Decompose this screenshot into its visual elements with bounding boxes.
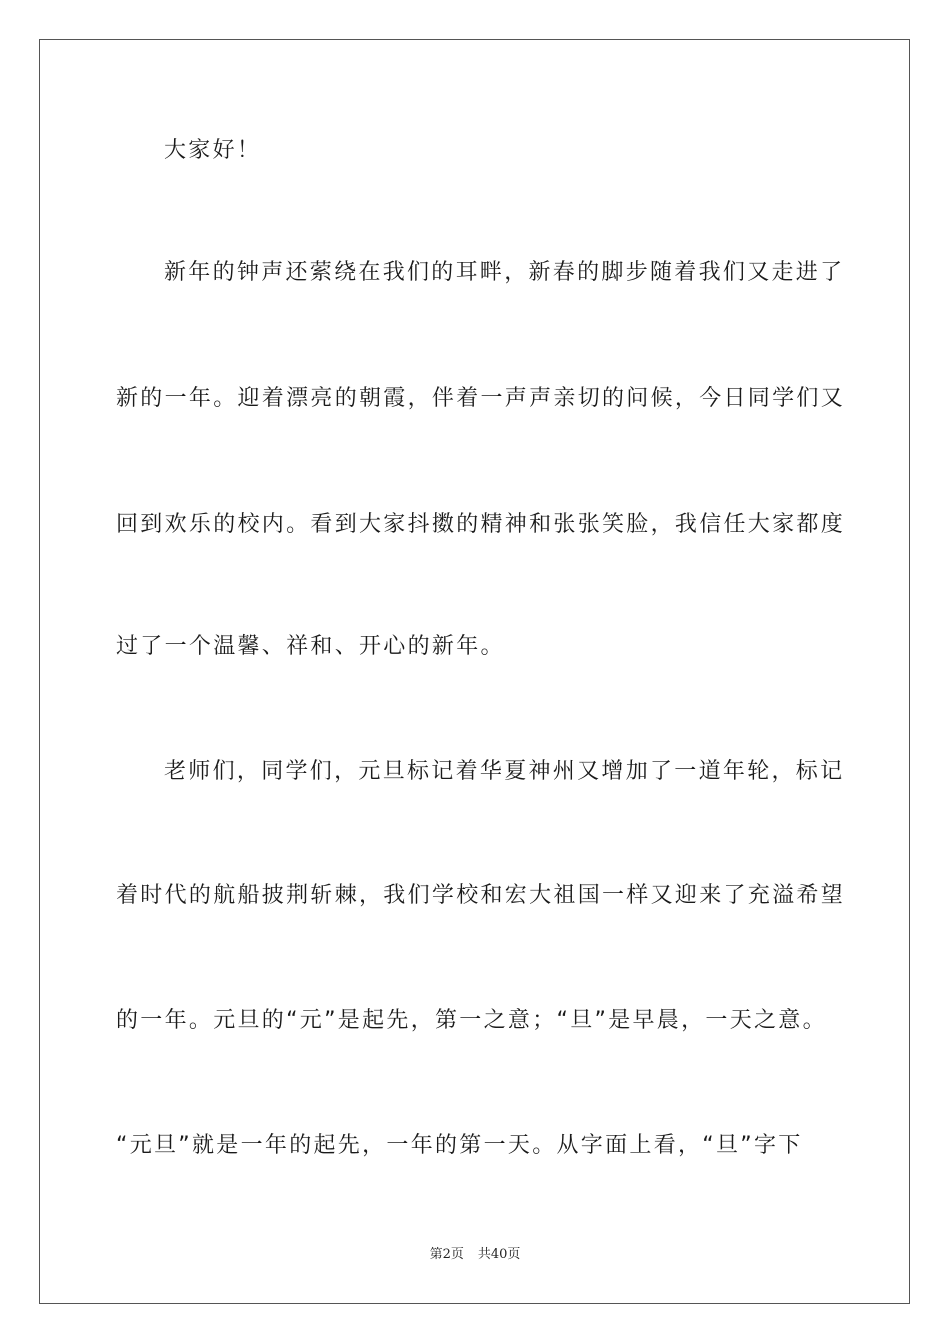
paragraph-line: 过了一个温馨、祥和、开心的新年。 [116, 634, 505, 659]
page-total: 共40页 [477, 1247, 521, 1262]
paragraph-line: 着时代的航船披荆斩棘，我们学校和宏大祖国一样又迎来了充溢希望 [116, 883, 846, 908]
paragraph-line: 老师们，同学们，元旦标记着华夏神州又增加了一道年轮，标记 [164, 759, 845, 784]
paragraph-line: 回到欢乐的校内。看到大家抖擞的精神和张张笑脸，我信任大家都度 [116, 512, 846, 537]
paragraph-line: “元旦”就是一年的起先，一年的第一天。从字面上看，“旦”字下 [116, 1133, 803, 1158]
paragraph-line: 新年的钟声还萦绕在我们的耳畔，新春的脚步随着我们又走进了 [164, 260, 845, 285]
page-footer [0, 1246, 950, 1264]
greeting-line: 大家好！ [164, 138, 262, 163]
paragraph-line: 新的一年。迎着漂亮的朝霞，伴着一声声亲切的问候，今日同学们又 [116, 386, 846, 411]
paragraph-line: 的一年。元旦的“元”是起先，第一之意；“旦”是早晨，一天之意。 [116, 1008, 827, 1033]
page-number: 第2页 [429, 1247, 464, 1262]
page-border [39, 39, 910, 1304]
